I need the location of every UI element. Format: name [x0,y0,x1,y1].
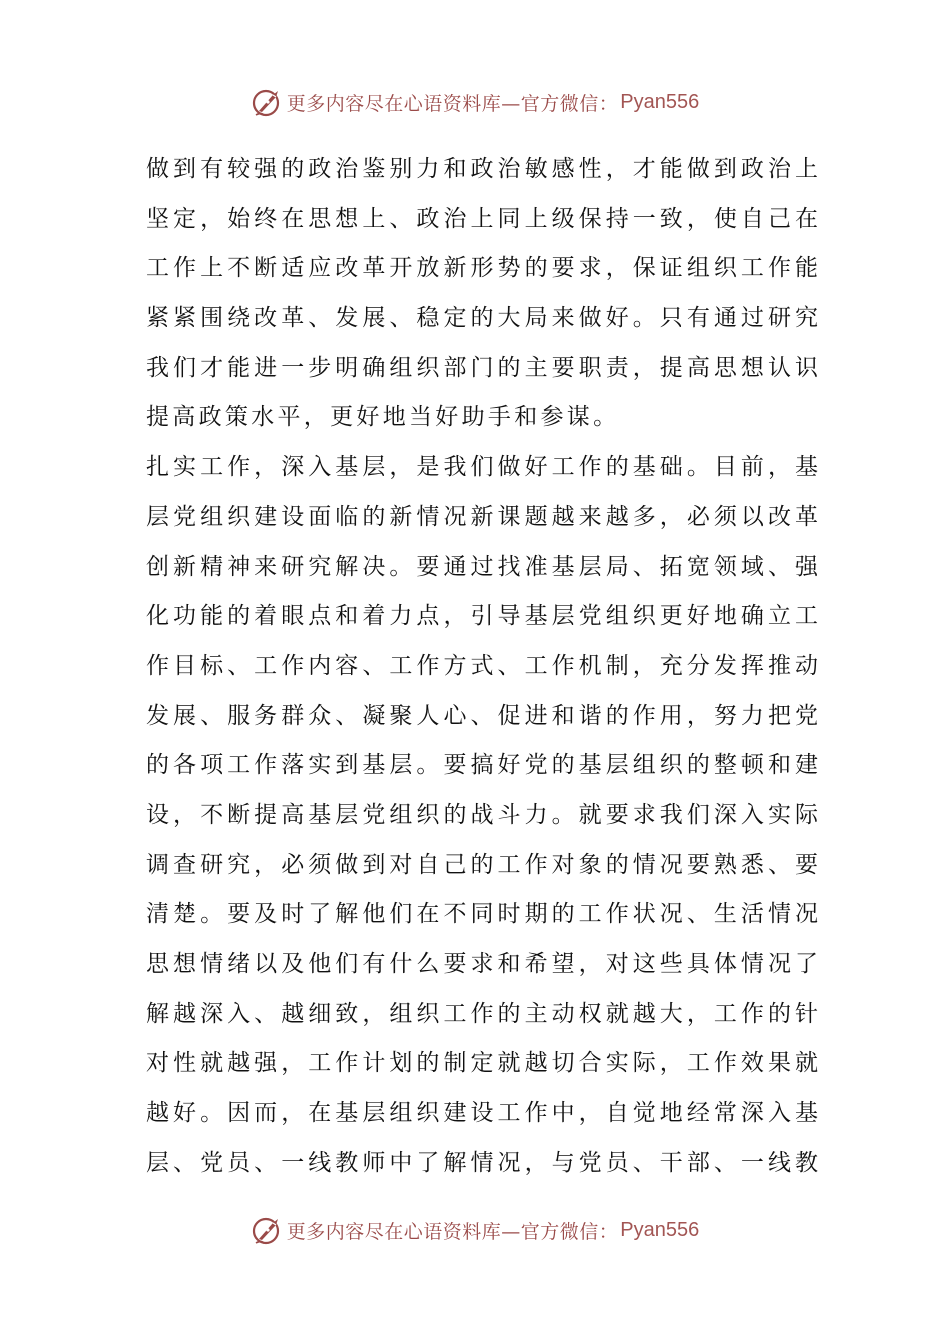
pen-nib-logo-icon [251,1213,285,1247]
text-line: 紧紧围绕改革、发展、稳定的大局来做好。只有通过研究 [146,305,818,332]
header-banner [0,82,950,122]
footer-banner-text: 更多内容尽在心语资料库—官方微信： [286,1220,619,1243]
pen-nib-logo-icon [251,85,285,119]
text-line: 做到有较强的政治鉴别力和政治敏感性，才能做到政治上 [146,156,818,182]
footer-banner [0,1210,950,1250]
text-line: 扎实工作，深入基层，是我们做好工作的基础。目前，基 [146,454,818,481]
text-line: 层、党员、一线教师中了解情况，与党员、干部、一线教 [146,1149,818,1176]
text-line: 层党组织建设面临的新情况新课题越来越多，必须以改革 [146,503,818,530]
text-line: 解越深入、越细致，组织工作的主动权就越大，工作的针 [146,1000,818,1027]
text-line: 思想情绪以及他们有什么要求和希望，对这些具体情况了 [146,951,818,977]
text-line: 提高政策水平，更好地当好助手和参谋。 [146,404,620,431]
text-line: 清楚。要及时了解他们在不同时期的工作状况、生活情况 [146,901,818,928]
header-wechat-id: Pyan556 [620,90,700,113]
text-line: 工作上不断适应改革开放新形势的要求，保证组织工作能 [146,255,818,282]
text-line: 越好。因而，在基层组织建设工作中，自觉地经常深入基 [146,1100,818,1127]
text-line: 对性就越强，工作计划的制定就越切合实际，工作效果就 [146,1050,818,1077]
text-line: 坚定，始终在思想上、政治上同上级保持一致，使自己在 [146,205,818,232]
document-body [146,145,818,1188]
header-banner-text: 更多内容尽在心语资料库—官方微信： [286,92,619,115]
text-line: 设，不断提高基层党组织的战斗力。就要求我们深入实际 [146,801,818,828]
text-line: 调查研究，必须做到对自己的工作对象的情况要熟悉、要 [146,851,818,878]
text-line: 的各项工作落实到基层。要搞好党的基层组织的整顿和建 [146,752,818,779]
text-line: 我们才能进一步明确组织部门的主要职责，提高思想认识 [146,354,818,381]
text-line: 作目标、工作内容、工作方式、工作机制，充分发挥推动 [146,652,818,679]
text-line: 发展、服务群众、凝聚人心、促进和谐的作用，努力把党 [146,702,818,729]
text-line: 创新精神来研究解决。要通过找准基层局、拓宽领域、强 [146,553,818,580]
footer-wechat-id: Pyan556 [620,1218,700,1241]
text-line: 化功能的着眼点和着力点，引导基层党组织更好地确立工 [146,603,818,630]
